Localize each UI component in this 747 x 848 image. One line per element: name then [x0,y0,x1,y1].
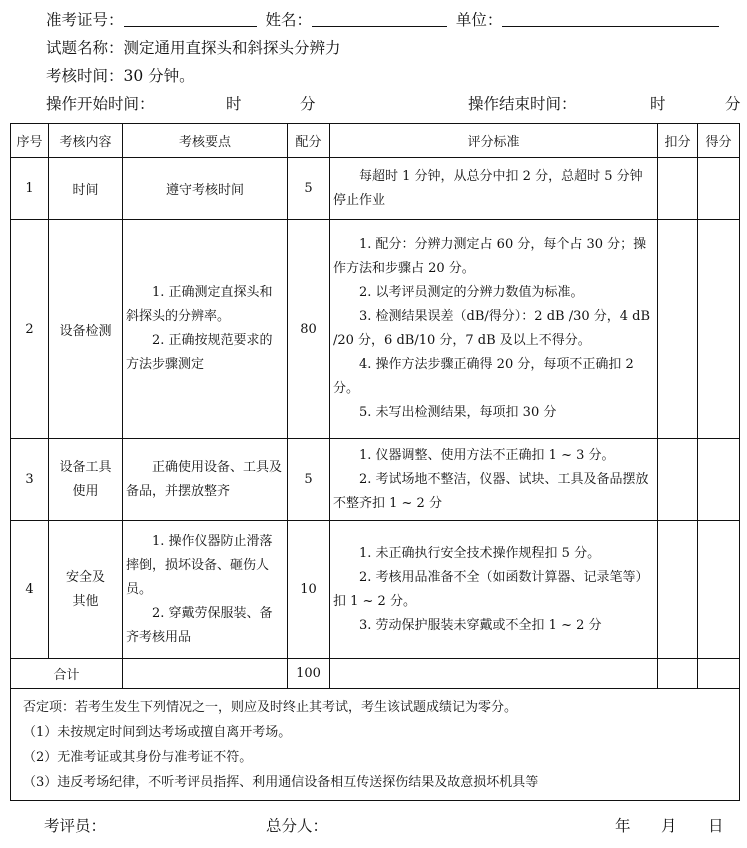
total-blank [123,659,288,689]
header-content: 考核内容 [49,124,123,158]
table-header-row [11,124,740,158]
criteria-item: 4. 操作方法步骤正确得 20 分，每项不正确扣 2 分。 [333,357,634,396]
row-score: 5 [288,439,330,521]
row-criteria [330,220,658,439]
start-hour-unit: 时 [226,95,242,113]
deduction-cell[interactable] [658,439,698,521]
header-earned: 得分 [698,124,740,158]
header-line-1 [46,8,719,30]
total-label: 合计 [11,659,123,689]
row-points [123,220,288,439]
exam-title: 测定通用直探头和斜探头分辨力 [123,39,341,57]
duration-value: 30 分钟。 [123,67,195,85]
row-no: 4 [11,521,49,659]
point-item: 遵守考核时间 [165,183,244,198]
criteria-item: 1. 配分：分辨力测定占 60 分，每个占 30 分；操作方法和步骤占 20 分。 [333,237,647,276]
table-row [11,521,740,659]
row-no: 2 [11,220,49,439]
start-time-label: 操作开始时间： [46,95,155,113]
unit-blank[interactable] [502,10,719,27]
scorer-label: 总分人： [266,817,329,835]
header-points: 考核要点 [123,124,288,158]
end-hour-unit: 时 [650,95,666,113]
criteria-item: 2. 考试场地不整洁，仪器、试块、工具及备品摆放不整齐扣 1 ~ 2 分 [333,471,649,511]
table-row [11,220,740,439]
criteria-item: 每超时 1 分钟，从总分中扣 2 分，总超时 5 分钟停止作业 [333,168,643,208]
criteria-item: 3. 劳动保护服装未穿戴或不全扣 1 ~ 2 分 [359,617,602,633]
veto-intro: 否定项：若考生发生下列情况之一，则应及时终止其考试，考生该试题成绩记为零分。 [23,700,518,715]
row-points [123,158,288,220]
name-blank[interactable] [312,10,447,27]
row-no: 3 [11,439,49,521]
header-no: 序号 [11,124,49,158]
row-criteria [330,521,658,659]
row-content: 安全及其他 [49,521,123,659]
veto-item: （1）未按规定时间到达考场或擅自离开考场。 [23,725,292,740]
criteria-item: 1. 仪器调整、使用方法不正确扣 1 ~ 3 分。 [359,447,615,463]
point-item: 1. 正确测定直探头和斜探头的分辨率。 [126,285,273,324]
row-points [123,521,288,659]
row-criteria [330,158,658,220]
date-month: 月 [661,817,677,835]
deduction-cell[interactable] [658,220,698,439]
row-score: 5 [288,158,330,220]
total-deduction-cell[interactable] [658,659,698,689]
scoring-table [10,123,740,801]
veto-item: （3）违反考场纪律，不听考评员指挥、利用通信设备相互传送探伤结果及故意损坏机具等 [23,775,539,790]
total-earned-cell[interactable] [698,659,740,689]
row-criteria [330,439,658,521]
total-score: 100 [288,659,330,689]
deduction-cell[interactable] [658,521,698,659]
header-criteria: 评分标准 [330,124,658,158]
name-label: 姓名： [265,11,312,29]
earned-cell[interactable] [698,220,740,439]
end-minute-unit: 分 [725,95,741,113]
point-item: 2. 穿戴劳保服装、备齐考核用品 [126,605,273,645]
row-content: 时间 [49,158,123,220]
total-criteria-blank [330,659,658,689]
deduction-cell[interactable] [658,158,698,220]
examiner-signature [44,814,106,836]
point-item: 2. 正确按规范要求的方法步骤测定 [126,333,273,372]
notes-row [11,689,740,801]
point-item: 1. 操作仪器防止滑落摔倒，损坏设备、砸伤人员。 [126,533,273,597]
exam-no-blank[interactable] [124,10,257,27]
earned-cell[interactable] [698,521,740,659]
earned-cell[interactable] [698,158,740,220]
total-row [11,659,740,689]
duration-line [46,64,195,86]
row-content: 设备检测 [49,220,123,439]
header-deduction: 扣分 [658,124,698,158]
start-minute-unit: 分 [300,95,316,113]
veto-item: （2）无准考证或其身份与准考证不符。 [23,750,253,765]
criteria-item: 2. 考核用品准备不全（如函数计算器、记录笔等）扣 1 ~ 2 分。 [333,569,649,609]
title-label: 试题名称： [46,39,124,57]
point-item: 正确使用设备、工具及备品，并摆放整齐 [126,459,283,499]
end-time-label: 操作结束时间： [468,95,577,113]
row-content: 设备工具使用 [49,439,123,521]
table-row [11,439,740,521]
row-score: 10 [288,521,330,659]
date-year: 年 [615,817,631,835]
duration-label: 考核时间： [46,67,124,85]
row-score: 80 [288,220,330,439]
row-points [123,439,288,521]
unit-label: 单位： [455,11,503,29]
row-no: 1 [11,158,49,220]
criteria-item: 5. 未写出检测结果，每项扣 30 分 [359,405,557,420]
criteria-item: 2. 以考评员测定的分辨力数值为标准。 [359,285,584,300]
criteria-item: 1. 未正确执行安全技术操作规程扣 5 分。 [359,545,601,561]
earned-cell[interactable] [698,439,740,521]
criteria-item: 3. 检测结果误差（dB/得分）：2 dB /30 分，4 dB /20 分，6 dB/10 分，7 dB 及以上不得分。 [333,309,651,348]
table-row [11,158,740,220]
exam-no-label: 准考证号： [46,11,124,29]
examiner-label: 考评员： [44,817,107,835]
title-line [46,36,341,58]
date-day: 日 [708,817,724,835]
header-score: 配分 [288,124,330,158]
scorer-signature [266,814,328,836]
veto-notes [11,689,740,801]
